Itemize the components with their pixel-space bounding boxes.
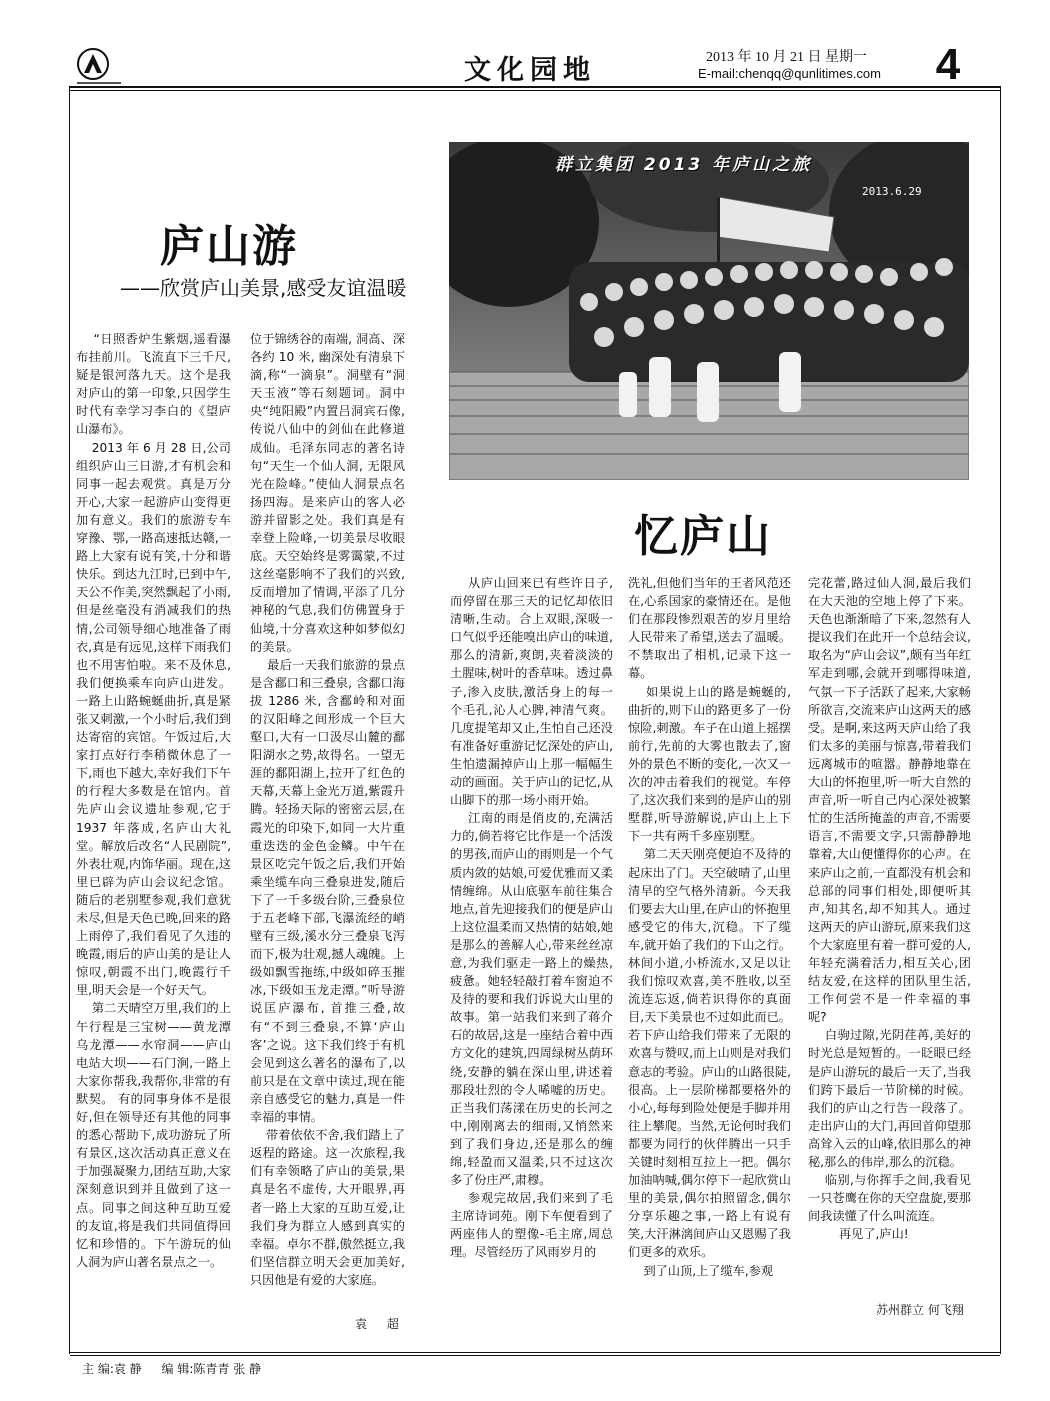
page-border-right bbox=[1000, 86, 1001, 1354]
editorial-credits bbox=[82, 1360, 277, 1377]
footer-rule bbox=[70, 1352, 1000, 1353]
article2-title: 忆庐山 bbox=[634, 511, 772, 562]
article1-subtitle: ——欣赏庐山美景,感受友谊温暖 bbox=[120, 276, 407, 300]
header-rule bbox=[70, 86, 1000, 88]
copy-editors: 编 辑:陈青青 张 静 bbox=[161, 1362, 262, 1376]
article2-column-1: 从庐山回来已有些许日子,而停留在那三天的记忆却依旧清晰,生动。合上双眼,深吸一口气似乎还能嗅出庐山的味道,那么的清新,爽朗,夹着淡淡的土腥味,树叶的香草味。透过鼻子,渗入皮肤,激活身上的每一个毛孔,沁人心脾,神清气爽。几度提笔却又止,生怕自己还没有准备好重游记忆深处的庐山,生怕遗漏掉庐山上那一幅幅生动的画面。关于庐山的记忆,从山脚下的那一场小雨开始。 江南的雨是俏皮的,充满活力的,倘若将它比作是一个活泼的男孩,而庐山的雨则是一个气质内敛的姑娘,可爱优雅而又柔情缠绵。从山底驱车前往集合地点,首先迎接我们的便是庐山上这位温柔而又热情的姑娘,她是那么的善解人心,带来丝丝凉意,为我们驱走一路上的燥热,疲惫。她轻轻敲打着车窗迫不及待的要和我们诉说大山里的故事。第一站我们来到了蒋介石的故居,这是一座结合着中西方文化的建筑,四周绿树丛荫环绕,安静的躺在深山里,讲述着那段壮烈的令人唏嘘的历史。正当我们荡漾在历史的长河之中,刚刚离去的细雨,又悄然来到了我们身边,还是那么的缠绵,轻盈而又温柔,只不过这次多了份庄严,肃穆。 参观完故居,我们来到了毛主席诗词苑。刚下车便看到了两座伟人的塑像-毛主席,周总理。尽管经历了风雨岁月的 bbox=[450, 576, 613, 1260]
page-number: 4 bbox=[935, 40, 961, 89]
photo-caption: 群立集团 2013 年庐山之旅 bbox=[555, 155, 813, 175]
article1-column-1: “日照香炉生紫烟,遥看瀑布挂前川。飞流直下三千尺,疑是银河落九天。这个是我对庐山的第一印象,只因学生时代有幸学习李白的《望庐山瀑布》。 2013 年 6 月 28 日,公司组织庐山三日游,才有机会和同事一起去观赏。真是万分开心,大家一起游庐山变得更加有意义。我们的旅游专车穿豫、鄂,一路高速抵达赣,一路上大家有说有笑,十分和谐快乐。到达九江时,已到中午,天公不作美,突然飘起了小雨,但是丝毫没有消减我们的热情,公司领导细心地准备了雨衣,真是有远见,这样下雨我们也不用害怕啦。来不及休息,我们便换乘车向庐山进发。一路上山路蜿蜒曲折,真是紧张又刺激,一个小时后,我们到达寄宿的宾馆。午饭过后,大家打点好行李稍微休息了一下,雨也下越大,幸好我们下午的行程大多数是在馆内。首先庐山会议遗址参观,它于 1937 年落成,名庐山大礼堂。解放后改名“人民剧院”,外表壮观,内饰华丽。现在,这里已辟为庐山会议纪念馆。随后的老别墅参观,我们意犹未尽,但是天色已晚,回来的路上雨停了,我们看见了久违的晚霞,雨后的庐山美的是让人惊叹,朝霞不出门,晚霞行千里,明天会是一个好天气。 第二天晴空万里,我们的上午行程是三宝树——黄龙潭乌龙潭——水帘洞——庐山电站大坝——石门涧,一路上大家你帮我,我帮你,非常的有默契。 有的同事身体不是很好,但在领导还有其他的同事的悉心帮助下,成功游玩了所有景区,这次活动真正意义在于加强凝聚力,团结互助,大家深刻意识到并且做到了这一点。同事之间这种互助互爱的友谊,将是我们共同值得回忆和珍惜的。下午游玩的仙人洞为庐山著名景点之一。 bbox=[76, 332, 232, 1269]
article2-author: 苏州群立 何飞翔 bbox=[876, 1303, 964, 1317]
header-rule-thin bbox=[70, 90, 1000, 91]
company-logo bbox=[73, 46, 125, 86]
photo-date-stamp: 2013.6.29 bbox=[862, 185, 922, 198]
contact-email[interactable]: E-mail:chenqq@qunlitimes.com bbox=[698, 66, 881, 81]
article1-author: 袁 超 bbox=[355, 1317, 407, 1331]
section-title: 文化园地 bbox=[464, 55, 596, 86]
page-border-left bbox=[69, 86, 70, 1354]
article2-column-2: 洗礼,但他们当年的王者风范还在,心系国家的豪情还在。是他们在那段惨烈艰苦的岁月里给人民带来了希望,送去了温暖。不禁取出了相机,记录下这一幕。 如果说上山的路是蜿蜒的,曲折的,则下山的路更多了一份惊险,刺激。车子在山道上摇摆前行,先前的大雾也散去了,窗外的景色不断的变化,一次又一次的冲击着我们的视觉。车停了,这次我们来到的是庐山的别墅群,听导游解说,庐山上上下下一共有两千多座别墅。 第二天天刚亮便迫不及待的起床出了门。天空破晴了,山里清早的空气格外清新。今天我们要去大山里,在庐山的怀抱里感受它的伟大,沉稳。下了缆车,就开始了我们的下山之行。林间小道,小桥流水,又足以让我们惊叹欢喜,美不胜收,以至流连忘返,倘若识得你的真面目,天下美景也不过如此而已。若下庐山给我们带来了无限的欢喜与赞叹,而上山则是对我们意志的考验。庐山的山路很陡,很高。上一层阶梯都要格外的小心,每每到险处便是手脚并用往上攀爬。当然,无论何时我们都要为同行的伙伴腾出一只手关键时刻相互拉上一把。偶尔加油呐喊,偶尔停下一起欣赏山里的美景,偶尔拍照留念,偶尔分享乐趣之事,一路上有说有笑,大汗淋漓间庐山又恩赐了我们更多的欢乐。 到了山顶,上了缆车,参观 bbox=[628, 576, 792, 1278]
chief-editor: 主 编:袁 静 bbox=[82, 1362, 142, 1376]
article1-title: 庐山游 bbox=[160, 221, 298, 272]
article2-column-3: 完花蕾,路过仙人洞,最后我们在大天池的空地上停了下来。天色也渐渐暗了下来,忽然有人提议我们在此开一个总结会议,取名为“庐山会议”,颇有当年红军走到哪,会就开到哪得味道,气氛一下子活跃了起来,大家畅所欲言,交流来庐山这两天的感受。是啊,来这两天庐山给了我们太多的美丽与惊喜,带着我们远离城市的喧嚣。静静地靠在大山的怀抱里,听一听大自然的声音,听一听自己内心深处被繁忙的生活所掩盖的声音,不需要语言,不需要文字,只需静静地靠着,大山便懂得你的心声。在来庐山之前,一直都没有机会和总部的同事们相处,即便听其声,知其名,却不知其人。通过这两天的庐山游玩,原来我们这个大家庭里有着一群可爱的人, 年轻充满着活力,相互关心,团结友爱,在这样的团队里生活,工作何尝不是一件幸福的事呢? 白驹过隙,光阴荏苒,美好的时光总是短暂的。一眨眼已经是庐山游玩的最后一天了,当我们跨下最后一节阶梯的时候。我们的庐山之行告一段落了。走出庐山的大门,再回首仰望那高耸入云的山峰,依旧那么的神秘,那么的伟岸,那么的沉稳。 临别,与你挥手之间,我看见一只苍鹰在你的天空盘旋,要那间我读懂了什么叫流连。 再见了,庐山! bbox=[808, 576, 971, 1242]
issue-date: 2013 年 10 月 21 日 星期一 bbox=[706, 50, 867, 65]
article1-column-2: 位于锦绣谷的南端, 洞高、深各约 10 米, 幽深处有清泉下滴,称“一滴泉”。洞壁有“洞天玉液”等石刻题词。洞中央“纯阳殿”内置吕洞宾石像,传说八仙中的剑仙在此修道成仙。毛泽东同志的著名诗句“天生一个仙人洞, 无限风光在险峰。”使仙人洞景点名扬四海。是来庐山的客人必游并留影之处。我们真是有幸登上险峰,一切美景尽收眼底。天空始终是雾霭蒙,不过这丝毫影响不了我们的兴致,反而增加了情调,平添了几分神秘的气息,我们仿佛置身于仙境,十分喜欢这种如梦似幻的美景。 最后一天我们旅游的景点是含鄱口和三叠泉, 含鄱口海拔 1286 米, 含鄱岭和对面的汉阳峰之间形成一个巨大壑口,大有一口汲尽山麓的鄱阳湖水之势,故得名。一望无涯的鄱阳湖上,拉开了红色的天幕,天幕上金光万道,紫霞升腾。轻扬天际的密密云层,在霞光的印染下,如同一大片重重迭迭的金色金鳞。中午在景区吃完午饭之后,我们开始乘坐缆车向三叠泉进发,随后下了一千多级台阶,三叠泉位于五老峰下部,飞瀑流经的峭壁有三级,溪水分三叠泉飞泻而下,极为壮观,撼人魂魄。上级如飘雪拖练,中级如碎玉摧冰,下级如玉龙走潭。”听导游说匡庐瀑布, 首推三叠,故有“不到三叠泉,不算‘庐山客’之说。这下我们终于有机会见到这么著名的瀑布了,以前只是在文章中读过,现在能亲自感受它的魅力,真是一件幸福的事情。 带着依依不舍,我们踏上了返程的路途。这一次旅程,我们有幸领略了庐山的美景,果真是名不虚传, 大开眼界,再者一路上大家的互助互爱,让我们身为群立人感到真实的幸福。卓尔不群,傲然挺立,我们坚信群立明天会更加美好,只因他是有爱的大家庭。 bbox=[250, 332, 406, 1287]
footer-rule-thin bbox=[70, 1355, 1000, 1356]
